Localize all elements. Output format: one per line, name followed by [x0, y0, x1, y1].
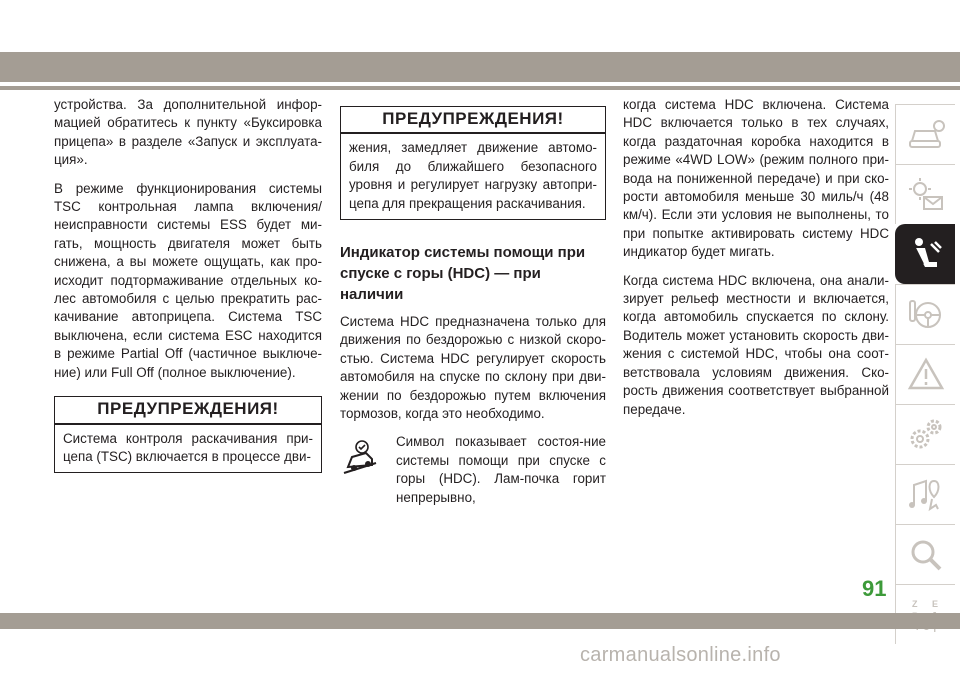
column-2 [340, 96, 606, 507]
hdc-indicator-icon [340, 433, 396, 482]
multimedia-icon [906, 475, 946, 515]
service-gears-icon [906, 415, 946, 455]
chapter-tabs [895, 104, 955, 644]
tab-safety[interactable] [895, 224, 955, 284]
tab-dashboard-lights[interactable] [895, 164, 955, 224]
dashboard-lights-icon [906, 175, 946, 215]
column-3 [623, 96, 889, 429]
warning-title: ПРЕДУПРЕЖДЕНИЯ! [97, 399, 279, 419]
magnifier-icon [906, 535, 946, 575]
section-heading: Индикатор системы помощи при спуске с горы (HDC) — при наличии [340, 244, 586, 304]
warning-title: ПРЕДУПРЕЖДЕНИЯ! [382, 109, 564, 128]
page-number: 91 [862, 576, 887, 601]
car-info-icon [906, 115, 946, 155]
tab-multimedia[interactable] [895, 464, 955, 524]
tab-emergency[interactable] [895, 344, 955, 404]
watermark: carmanualsonline.info [580, 644, 781, 666]
hdc-indicator-row [340, 433, 606, 507]
steering-wheel-icon [906, 295, 946, 335]
index-letter: E [931, 598, 938, 609]
header-rule [0, 86, 960, 90]
warning-box-2 [340, 106, 606, 220]
safety-seat-icon [905, 234, 945, 274]
footer-band [0, 613, 960, 629]
header-band [0, 52, 960, 82]
col3-paragraph-1: когда система HDC включена. Система HDC включается только в тех случаях, когда раздаточная коробка находится в режиме «4WD LOW» (режим полного при-вода на пониженной передаче) и при ско-рости автомобиля меньше 30 миль/ч (48 км/ч). Если эти условия не выполнены, то при попытке активировать систему HDC индикатор будет мигать. [623, 97, 889, 260]
column-1 [54, 96, 322, 473]
warning-text: Система контроля раскачивания при-цепа (TSC) включается в процессе дви- [63, 430, 313, 464]
hdc-indicator-text: Символ показывает состоя-ние системы помощи при спуске с горы (HDC). Лам-почка горит непрерывно, [396, 434, 606, 505]
index-letter: Z [911, 598, 917, 609]
tab-service[interactable] [895, 404, 955, 464]
tab-car-info[interactable] [895, 104, 955, 164]
warning-box-1 [54, 396, 322, 473]
warning-triangle-icon [906, 355, 946, 395]
tab-starting-operating[interactable] [895, 284, 955, 344]
col1-paragraph-2: В режиме функционирования системы TSC контрольная лампа включения/неисправности системы ESS будет ми-гать, мощность двигателя может быть снижена, а вы можете ощущать, как про-исходит подтормаживание отдельных ко-лес автомобиля с целью прекратить рас-качивание автоприцепа. Система TSC выключена, если система ESC находится в режиме Partial Off (частичное выключе-ние) или Full Off (полное выключение). [54, 180, 322, 380]
tab-specifications[interactable] [895, 524, 955, 584]
col2-paragraph-1: Система HDC предназначена только для движения по бездорожью с низкой скоро-стью. Система HDC регулирует скорость автомобиля на спуске по склону при дви-жении по бездорожью путем включения тормозов, когда это необходимо. [340, 314, 606, 422]
col1-paragraph-1: устройства. За дополнительной инфор-мацией обратитесь к пункту «Буксировка прицепа» в разделе «Запуск и эксплуата-ция». [54, 97, 322, 168]
warning-text: жения, замедляет движение автомо-биля до ближайшего безопасного уровня и регулирует нагрузку автопри-цепа для прекращения раскачивания. [349, 140, 597, 211]
col3-paragraph-2: Когда система HDC включена, она анали-зирует рельеф местности и включается, когда автомобиль спускается по склону. Водитель может установить скорость дви-жения с системой HDC, чтобы она соот-ветствовала условиям движения. Ско-рость движения соответствует выбранной передаче. [623, 272, 889, 417]
